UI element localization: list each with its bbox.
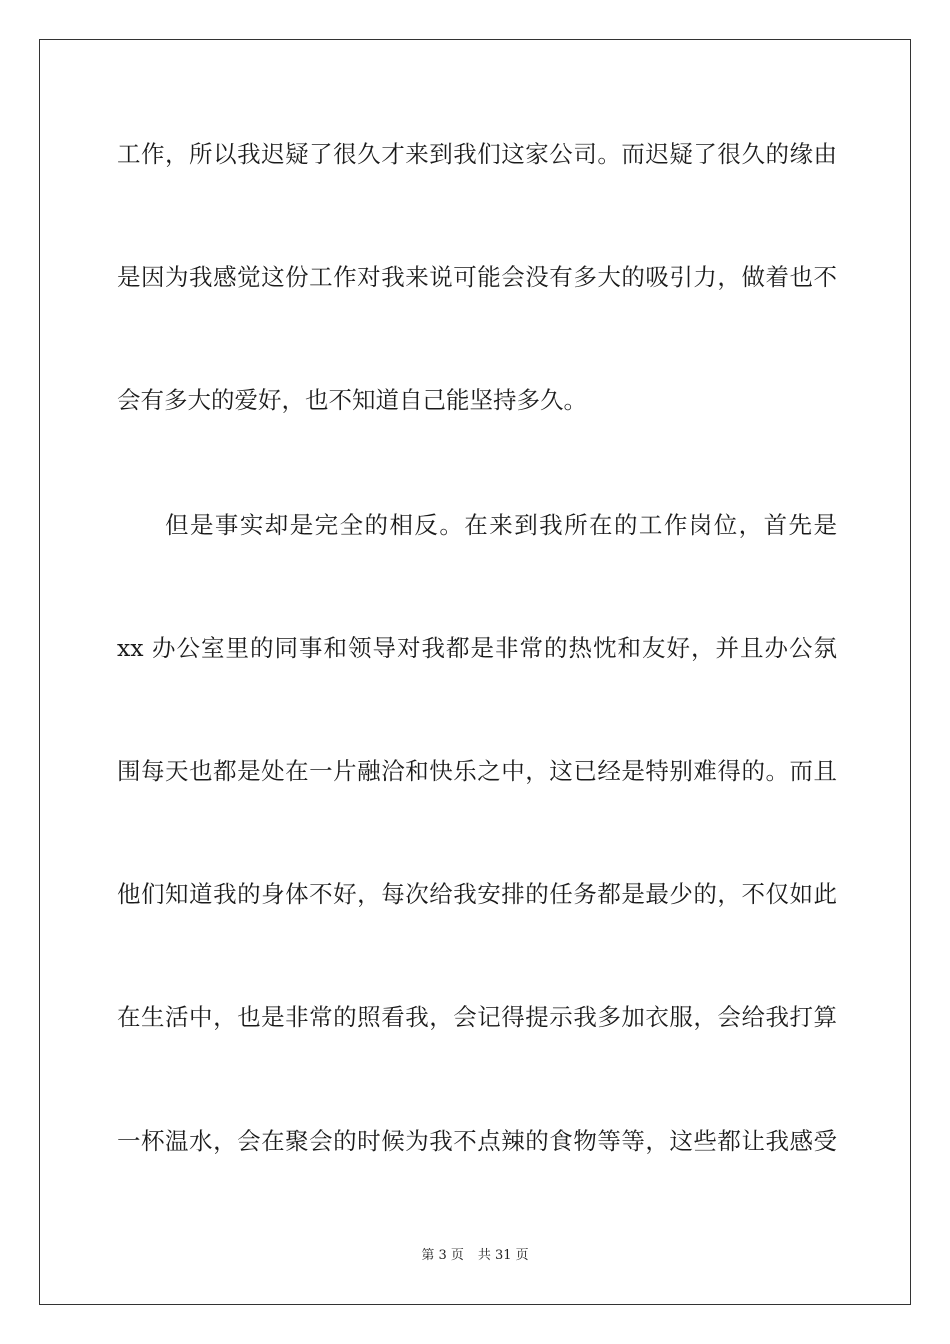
total-pages: 共 31 页 (477, 1248, 529, 1263)
text-line-6: 围每天也都是处在一片融洽和快乐之中，这已经是特别难得的。而且 (117, 757, 837, 785)
text-line-3: 会有多大的爱好，也不知道自己能坚持多久。 (117, 386, 587, 414)
page-number: 第 3 页 (421, 1248, 464, 1263)
page-footer (0, 1247, 950, 1265)
text-line-1: 工作，所以我迟疑了很久才来到我们这家公司。而迟疑了很久的缘由 (117, 140, 837, 168)
text-line-8: 在生活中，也是非常的照看我，会记得提示我多加衣服，会给我打算 (117, 1003, 837, 1031)
text-line-9: 一杯温水，会在聚会的时候为我不点辣的食物等等，这些都让我感受 (117, 1127, 837, 1155)
text-line-2: 是因为我感觉这份工作对我来说可能会没有多大的吸引力，做着也不 (117, 263, 837, 291)
page-border (39, 39, 911, 1305)
text-line-5: xx 办公室里的同事和领导对我都是非常的热忱和友好，并且办公氛 (117, 634, 837, 662)
text-line-7: 他们知道我的身体不好，每次给我安排的任务都是最少的，不仅如此 (117, 880, 837, 908)
text-line-4: 但是事实却是完全的相反。在来到我所在的工作岗位，首先是 (165, 511, 837, 539)
